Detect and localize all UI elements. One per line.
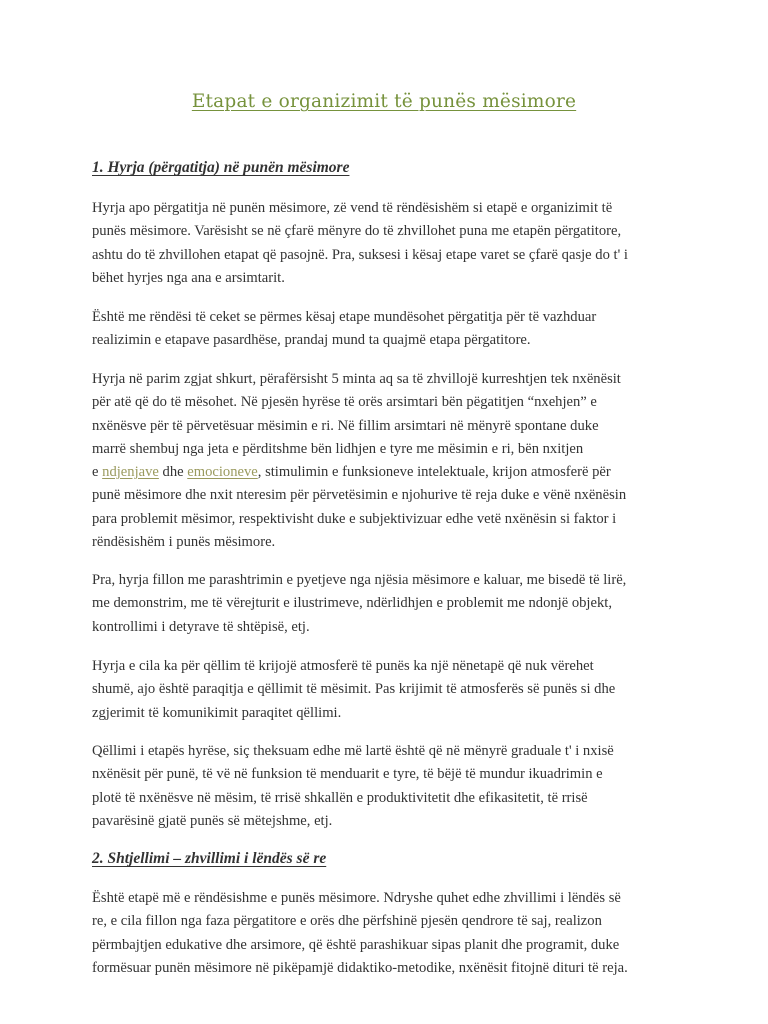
text-line: punë mësimore dhe nxit nteresim për përvetësimin e njohurive të reja duke e vënë nxënësin [92, 487, 627, 504]
text-fragment: e [92, 464, 103, 481]
section1-paragraph-5 [92, 655, 682, 725]
text-line: me demonstrim, me të vërejturit e ilustrimeve, ndërlidhjen e problemit me ndonjë objekt, [92, 595, 612, 612]
text-line: shumë, ajo është paraqitja e qëllimit të mësimit. Pas krijimit të atmosferës së punës si dhe [92, 681, 616, 698]
text-line: bëhet hyrjes nga ana e arsimtarit. [92, 269, 285, 286]
text-line: për atë që do të mësohet. Në pjesën hyrëse të orës arsimtari bën pëgatitjen “nxehjen” e [92, 394, 597, 411]
text-line: ashtu do të zhvillohen etapat që pasojnë. Pra, suksesi i kësaj etape varet se çfarë qasje do t' i [92, 246, 628, 263]
text-line: Është me rëndësi të ceket se përmes kësaj etape mundësohet përgatitja për të vazhduar [92, 309, 597, 325]
section1-paragraph-1 [92, 197, 682, 290]
text-line: Është etapë më e rëndësishme e punës mësimore. Ndryshe quhet edhe zhvillimi i lëndës së [92, 890, 621, 906]
text-line: formësuar punën mësimore në pikëpamjë didaktiko-metodike, nxënësit fitojnë dituri të reja. [92, 959, 628, 976]
section1-paragraph-6 [92, 740, 682, 833]
text-line: Pra, hyrja fillon me parashtrimin e pyetjeve nga njësia mësimore e kaluar, me bisedë të lirë, [92, 572, 627, 588]
text-line: rëndësishëm i punës mësimore. [92, 534, 276, 551]
text-fragment: dhe [158, 464, 188, 481]
section1-paragraph-2 [92, 306, 682, 353]
section2-heading: 2. Shtjellimi – zhvillimi i lëndës së re [92, 850, 327, 867]
text-line: Hyrja e cila ka për qëllim të krijojë atmosferë të punës ka një nënetapë që nuk vërehet [92, 658, 594, 674]
text-line: punës mësimore. Varësisht se në çfarë mënyre do të zhvillohet puna me etapën përgatitore, [92, 223, 622, 240]
section1-heading: 1. Hyrja (përgatitja) në punën mësimore [92, 159, 350, 176]
section1-paragraph-4 [92, 569, 682, 639]
text-line: kontrollimi i detyrave të shtëpisë, etj. [92, 618, 310, 635]
text-line: nxënësve për të përvetësuar mësimin e ri. Në fillim arsimtari në mënyrë spontane duke [92, 417, 599, 434]
text-line: realizimin e etapave pasardhëse, prandaj mund ta quajmë etapa përgatitore. [92, 332, 531, 349]
text-line: zgjerimit të komunikimit paraqitet qëllimi. [92, 704, 342, 721]
link-ndjenjave[interactable]: ndjenjave [102, 464, 159, 481]
text-line: re, e cila fillon nga faza përgatitore e orës dhe përfshinë pjesën qendrore të saj, realizon [92, 913, 602, 930]
text-line: Qëllimi i etapës hyrëse, siç theksuam edhe më lartë është që në mënyrë graduale t' i nxisë [92, 743, 614, 759]
document-title: Etapat e organizimit të punës mësimore [191, 91, 577, 112]
text-line: përmbajtjen edukative dhe arsimore, që është parashikuar sipas planit dhe programit, duke [92, 936, 620, 953]
section2-paragraph-1 [92, 887, 682, 980]
text-line: para problemit mësimor, respektivisht duke e subjektivizuar edhe vetë nxënësin si faktor i [92, 510, 617, 527]
text-line: marrë shembuj nga jeta e përditshme bën lidhjen e tyre me mësimin e ri, bën nxitjen [92, 440, 584, 457]
text-line: nxënësit për punë, të vë në funksion të menduarit e tyre, të bëjë të mundur ikuadrimin e [92, 766, 603, 783]
text-line: Hyrja në parim zgjat shkurt, përafërsisht 5 minta aq sa të zhvillojë kurreshtjen tek nxënësit [92, 371, 621, 387]
link-emocioneve[interactable]: emocioneve [187, 464, 258, 481]
text-line: pavarësinë gjatë punës së mëtejshme, etj. [92, 812, 333, 829]
text-line-with-links [92, 461, 682, 484]
text-fragment: , stimulimin e funksioneve intelektuale, krijon atmosferë për [257, 464, 611, 481]
section1-paragraph-3 [92, 368, 682, 554]
text-line: plotë të nxënësve në mësim, të rrisë shkallën e produktivitetit dhe efikasitetit, të rrisë [92, 789, 588, 806]
text-line: Hyrja apo përgatitja në punën mësimore, zë vend të rëndësishëm si etapë e organizimit të [92, 200, 613, 216]
